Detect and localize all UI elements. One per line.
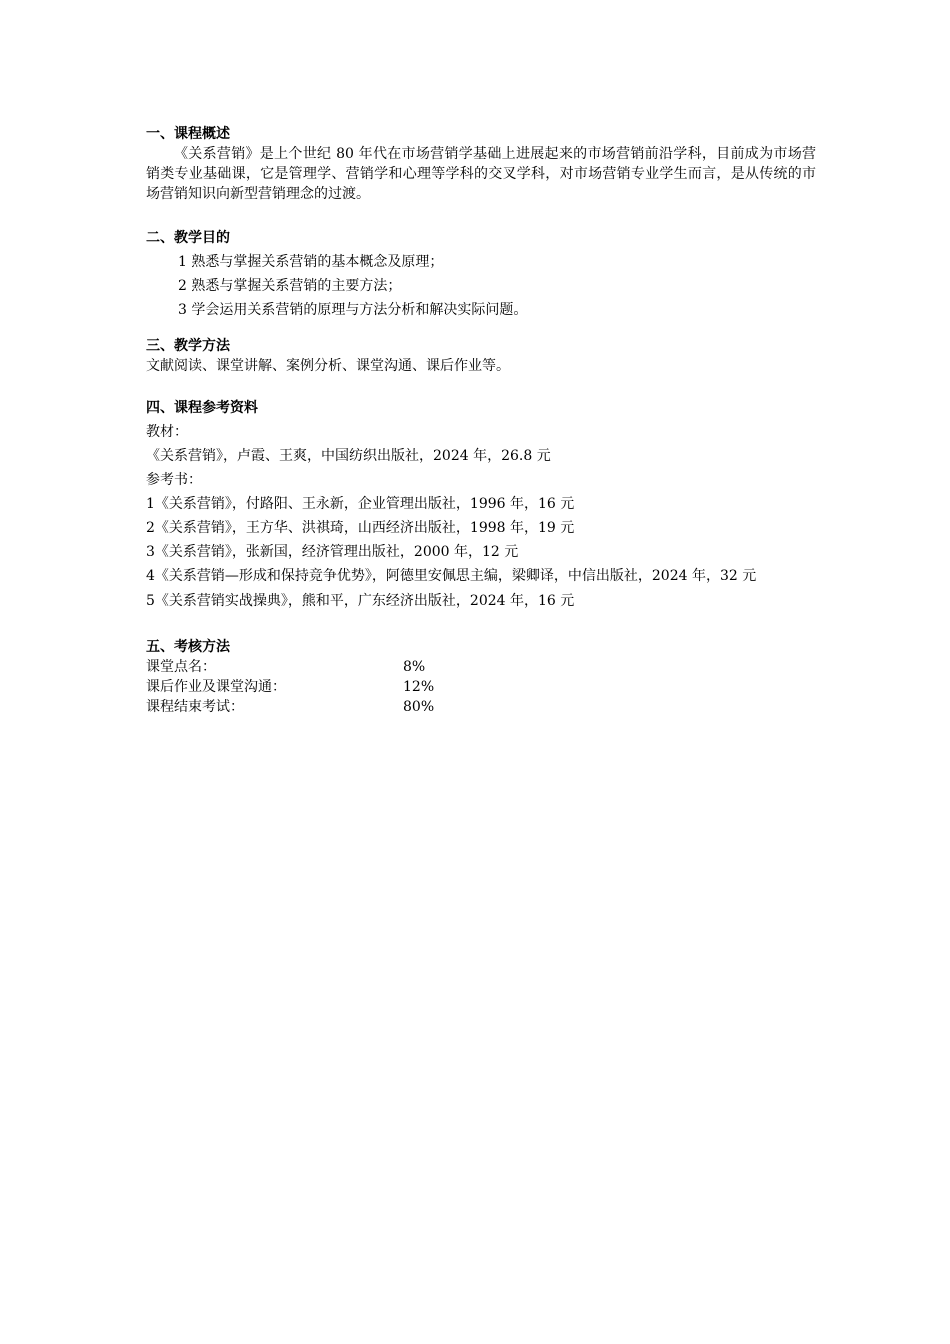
assessment-row [146,657,816,677]
assessment-row [146,697,816,717]
goal-item-3: 3 学会运用关系营销的原理与方法分析和解决实际问题。 [178,302,528,318]
assessment-row [146,677,816,697]
section-heading-methods: 三、教学方法 [146,338,230,354]
reference-item-3: 3《关系营销》，张新国，经济管理出版社，2000 年，12 元 [146,544,519,560]
reference-books-label: 参考书： [146,472,202,488]
reference-item-1: 1《关系营销》，付路阳、王永新，企业管理出版社，1996 年，16 元 [146,496,575,512]
assessment-label: 课程结束考试： [146,699,244,715]
overview-paragraph: 《关系营销》是上个世纪 80 年代在市场营销学基础上进展起来的市场营销前沿学科，目前成为市场营销类专业基础课，它是管理学、营销学和心理等学科的交叉学科，对市场营销专业学生而言，是从传统的市场营销知识向新型营销理念的过渡。 [146,146,816,202]
section-references [146,398,816,613]
assessment-label: 课后作业及课堂沟通： [146,679,286,695]
goal-item-2: 2 熟悉与掌握关系营销的主要方法； [178,278,402,294]
section-teaching-goals [146,228,816,322]
reference-item-4: 4《关系营销—形成和保持竞争优势》，阿德里安佩思主编，梁卿译，中信出版社，2024 年，32 元 [146,568,757,584]
assessment-label: 课堂点名： [146,659,216,675]
section-heading-overview: 一、课程概述 [146,126,230,142]
section-course-overview [146,124,816,204]
section-heading-goals: 二、教学目的 [146,230,230,246]
document-page [146,124,816,717]
section-heading-references: 四、课程参考资料 [146,400,258,416]
assessment-value: 8% [403,659,426,675]
reference-item-5: 5《关系营销实战操典》，熊和平，广东经济出版社，2024 年，16 元 [146,593,575,609]
section-heading-assessment: 五、考核方法 [146,639,230,655]
methods-text: 文献阅读、课堂讲解、案例分析、课堂沟通、课后作业等。 [146,358,510,374]
reference-item-2: 2《关系营销》，王方华、洪祺琦，山西经济出版社，1998 年，19 元 [146,520,575,536]
textbook-entry: 《关系营销》，卢霞、王爽，中国纺织出版社，2024 年，26.8 元 [146,448,551,464]
section-assessment [146,637,816,717]
assessment-value: 12% [403,679,435,695]
assessment-value: 80% [403,699,435,715]
textbook-label: 教材： [146,424,188,440]
goal-item-1: 1 熟悉与掌握关系营销的基本概念及原理； [178,254,444,270]
section-teaching-methods [146,336,816,376]
